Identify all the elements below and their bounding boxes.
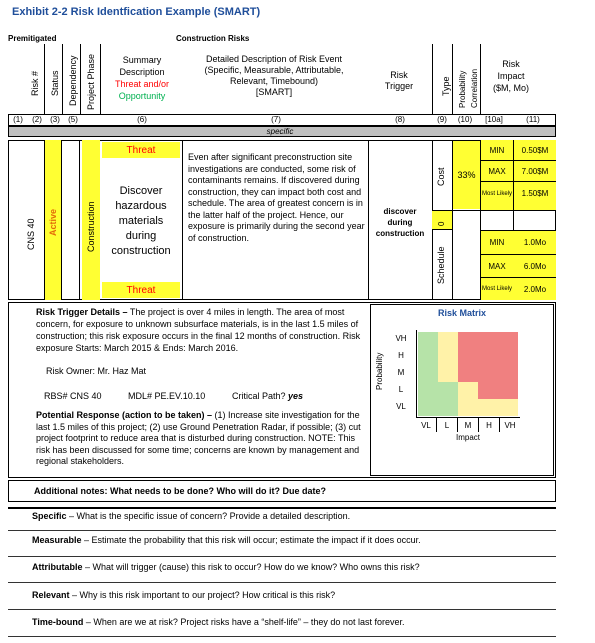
- matrix-zone-red: [458, 332, 518, 382]
- row-divider: [480, 160, 556, 161]
- row-divider: [480, 254, 556, 255]
- colnum: (7): [271, 115, 281, 124]
- opportunity-header-word: Opportunity: [118, 91, 166, 101]
- risk-matrix-title: Risk Matrix: [437, 308, 487, 318]
- matrix-col-label: H: [479, 418, 500, 432]
- cost-min-value: 0.50$M: [521, 145, 549, 155]
- risk-impact-header: Risk Impact ($M, Mo): [493, 59, 529, 93]
- critical-path: Critical Path? yes: [232, 391, 304, 401]
- hdr-divider: [480, 44, 481, 114]
- detail-header: Detailed Description of Risk Event (Specific, Measurable, Attributable, Relevant, Timebound) [SMART]: [204, 54, 344, 97]
- divider: [8, 530, 556, 531]
- phase-value: Construction: [86, 201, 96, 252]
- matrix-row-label: M: [397, 368, 405, 377]
- risk-number: CNS 40: [26, 218, 36, 250]
- matrix-axis-y: [416, 330, 417, 418]
- divider: [8, 609, 556, 610]
- rbs-number: RBS# CNS 40: [44, 391, 102, 401]
- colnum: [10a]: [485, 115, 503, 124]
- matrix-zone-red: [478, 382, 518, 399]
- hdr-divider: [100, 44, 101, 114]
- correlation-cell: [432, 210, 452, 230]
- threat-label-top: Threat: [102, 142, 180, 158]
- cost-max-label: MAX: [488, 166, 506, 176]
- row-divider: [452, 210, 556, 211]
- colnum: (10): [457, 115, 473, 124]
- cost-min-label: MIN: [489, 145, 505, 155]
- dependency-cell: [62, 140, 80, 300]
- note-timebound: Time-bound – When are we at risk? Project risks have a “shelf-life” – they do not last forever.: [32, 617, 405, 627]
- schedule-min-value: 1.0Mo: [523, 237, 547, 247]
- cost-max-value: 7.00$M: [521, 166, 549, 176]
- premitigated-label: Premitigated: [8, 34, 57, 43]
- cost-likely-value: 1.50$M: [521, 188, 549, 198]
- divider: [8, 507, 556, 509]
- risk-number-header: Risk #: [30, 70, 40, 96]
- colnum: (5): [68, 115, 78, 124]
- colnum: (3): [50, 115, 60, 124]
- matrix-col-label: VL: [416, 418, 437, 432]
- note-specific: Specific – What is the specific issue of concern? Provide a detailed description.: [32, 511, 351, 521]
- matrix-row-label: L: [398, 385, 404, 394]
- risk-owner: Risk Owner: Mr. Haz Mat: [46, 366, 147, 376]
- type-header: Type: [441, 76, 451, 96]
- colnum: (2): [32, 115, 42, 124]
- colnum: (1): [13, 115, 23, 124]
- row-divider: [480, 230, 556, 231]
- additional-notes: Additional notes: What needs to be done? Who will do it? Due date?: [34, 486, 326, 496]
- threat-label-bottom: Threat: [102, 282, 180, 298]
- colnum: (9): [437, 115, 447, 124]
- type-cost: Cost: [436, 167, 446, 186]
- matrix-zone-yellow: [458, 382, 478, 416]
- probability-cell: 33%: [453, 141, 480, 209]
- schedule-likely-value: 2.0Mo: [523, 284, 547, 294]
- schedule-max-label: MAX: [488, 261, 506, 271]
- dependency-header: Dependency: [68, 55, 78, 106]
- colnum: (8): [395, 115, 405, 124]
- hdr-divider: [432, 44, 433, 114]
- note-attributable: Attributable – What will trigger (cause) this risk to occur? How do we know? Who owns this risk?: [32, 562, 420, 572]
- risk-trigger-header: Risk Trigger: [384, 70, 414, 91]
- hdr-divider: [452, 44, 453, 114]
- probability-header: Probability: [458, 70, 467, 108]
- note-relevant: Relevant – Why is this risk important to our project? How critical is this risk?: [32, 590, 336, 600]
- schedule-max-value: 6.0Mo: [523, 261, 547, 271]
- colnum: (11): [526, 115, 540, 124]
- mdl-number: MDL# PE.EV.10.10: [128, 391, 206, 401]
- status-header: Status: [50, 70, 60, 96]
- threat-header-word: Threat and/or: [114, 79, 170, 89]
- project-phase-header: Project Phase: [86, 53, 96, 110]
- matrix-col-labels: [416, 418, 520, 432]
- divider: [8, 556, 556, 557]
- correlation-value: 0: [437, 221, 446, 226]
- exhibit-title: Exhibit 2-2 Risk Identfication Example (SMART): [12, 6, 261, 18]
- colnum: (6): [137, 115, 147, 124]
- matrix-zone-yellow: [438, 332, 458, 382]
- matrix-zone-yellow: [478, 399, 518, 416]
- status-value: Active: [48, 208, 58, 236]
- row-divider: [480, 181, 556, 182]
- matrix-row-label: VH: [395, 334, 407, 343]
- matrix-xlabel: Impact: [455, 433, 480, 442]
- hdr-divider: [44, 44, 45, 114]
- schedule-likely-label: Most Likely: [481, 286, 512, 292]
- matrix-row-labels: [386, 330, 416, 415]
- cost-likely-label: Most Likely: [481, 191, 512, 197]
- matrix-row-label: H: [398, 351, 404, 360]
- divider: [8, 636, 556, 637]
- matrix-grid: [418, 332, 518, 416]
- summary-text: Discover hazardous materials during construction: [111, 185, 171, 257]
- matrix-col-label: M: [458, 418, 479, 432]
- type-schedule: Schedule: [436, 246, 446, 284]
- hdr-divider: [62, 44, 63, 114]
- potential-response: Potential Response (action to be taken) – (1) Increase site investigation for the last 1.5 miles of this project; (2) use Ground Penetration Radar, if possible; (3) cut project footprint to reduce area that is disturbed during construction. NOTE: This risk has been discussed for some time; concerns are known by management and regional stakeholders.: [36, 410, 361, 466]
- specific-label: specific: [266, 127, 294, 136]
- matrix-ylabel: Probability: [375, 352, 384, 390]
- risk-trigger-details: Risk Trigger Details – The project is over 4 miles in length. The area of most concern, for exposure to unknown subsurface materials, is in the last 1.5 miles of construction; this risk exposure occurs in the final 12 months of construction. Risk exposure Starts: March 2015 & Ends: March 2016.: [36, 307, 361, 353]
- matrix-col-label: VH: [504, 420, 516, 430]
- row-divider: [480, 277, 556, 278]
- risk-trigger: discover during construction: [375, 207, 425, 238]
- hdr-divider: [80, 44, 81, 114]
- note-measurable: Measurable – Estimate the probability that this risk will occur; estimate the impact if it does occur.: [32, 535, 421, 545]
- construction-risks-label: Construction Risks: [176, 34, 250, 43]
- schedule-min-label: MIN: [489, 237, 505, 247]
- col-divider: [182, 140, 183, 300]
- matrix-row-label: VL: [396, 402, 406, 411]
- matrix-col-label: L: [437, 418, 458, 432]
- divider: [8, 582, 556, 583]
- correlation-header: Correlation: [470, 68, 479, 108]
- summary-header: Summary Description Threat and/or Opportunity: [104, 54, 180, 102]
- matrix-zone-green: [418, 332, 438, 416]
- detail-description: Even after significant preconstruction site investigations are conducted, some risk of contaminants remains. If discovered during construction, they can impact both cost and schedule. The area of greatest concern is in the latter half of the project. Hence, our exposure is primarily during the second year of construction.: [188, 152, 365, 243]
